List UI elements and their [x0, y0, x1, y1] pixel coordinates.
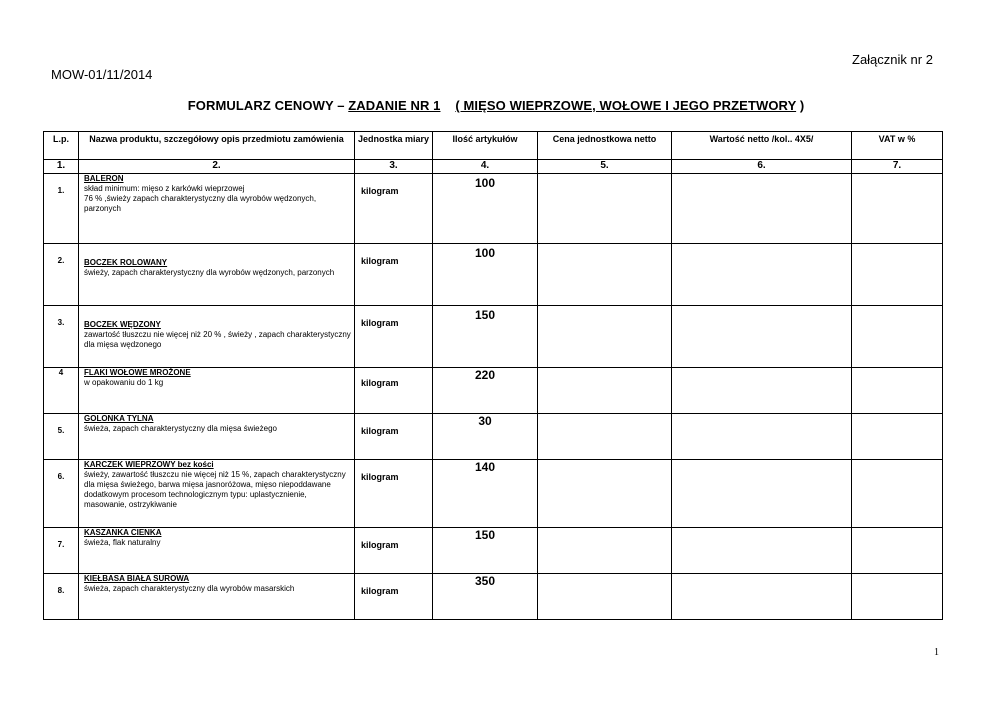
row-number: 5. — [44, 414, 79, 460]
col-number: 4. — [433, 160, 538, 174]
col-number: 6. — [672, 160, 852, 174]
product-description: zawartość tłuszczu nie więcej niż 20 % , świeży , zapach charakterystyczny dla mięsa wędzonego — [84, 330, 351, 349]
row-number: 7. — [44, 528, 79, 574]
vat-cell[interactable] — [852, 574, 943, 620]
table-row — [44, 574, 943, 620]
title-prefix: FORMULARZ CENOWY – — [187, 98, 349, 113]
product-description-cell — [79, 460, 355, 528]
table-row — [44, 368, 943, 414]
row-number: 1. — [44, 174, 79, 244]
unit-of-measure: kilogram — [355, 244, 433, 306]
table-row — [44, 244, 943, 306]
column-number-row — [44, 160, 943, 174]
header-row — [44, 132, 943, 160]
col-header-unit-price: Cena jednostkowa netto — [538, 132, 672, 160]
title-spacer — [440, 98, 455, 113]
product-description-cell — [79, 574, 355, 620]
product-description: w opakowaniu do 1 kg — [84, 378, 164, 387]
unit-price-cell[interactable] — [538, 528, 672, 574]
unit-price-cell[interactable] — [538, 574, 672, 620]
quantity: 100 — [433, 174, 538, 244]
quantity: 150 — [433, 306, 538, 368]
table-row — [44, 460, 943, 528]
product-name: BOCZEK WĘDZONY — [84, 320, 161, 329]
row-number: 3. — [44, 306, 79, 368]
table-row — [44, 528, 943, 574]
product-name: KASZANKA CIENKA — [84, 528, 162, 537]
product-description: świeża, flak naturalny — [84, 538, 161, 547]
col-number: 5. — [538, 160, 672, 174]
product-description-cell — [79, 174, 355, 244]
col-number: 3. — [355, 160, 433, 174]
unit-of-measure: kilogram — [355, 306, 433, 368]
table-row — [44, 414, 943, 460]
row-number: 2. — [44, 244, 79, 306]
product-name: BOCZEK ROLOWANY — [84, 258, 168, 267]
col-number: 2. — [79, 160, 355, 174]
product-description: skład minimum: mięso z karkówki wieprzowej 76 % ,świeży zapach charakterystyczny dla wyrobów wędzonych, parzonych — [84, 184, 317, 213]
document-number: MOW-01/11/2014 — [51, 67, 153, 82]
unit-price-cell[interactable] — [538, 460, 672, 528]
page-number: 1 — [934, 647, 939, 658]
vat-cell[interactable] — [852, 414, 943, 460]
vat-cell[interactable] — [852, 306, 943, 368]
unit-of-measure: kilogram — [355, 574, 433, 620]
product-name: BALERON — [84, 174, 124, 183]
net-value-cell[interactable] — [672, 460, 852, 528]
quantity: 150 — [433, 528, 538, 574]
title-suffix: ) — [796, 98, 805, 113]
unit-price-cell[interactable] — [538, 174, 672, 244]
unit-of-measure: kilogram — [355, 460, 433, 528]
col-number: 1. — [44, 160, 79, 174]
col-header-quantity: Ilość artykułów — [433, 132, 538, 160]
vat-cell[interactable] — [852, 368, 943, 414]
net-value-cell[interactable] — [672, 528, 852, 574]
quantity: 140 — [433, 460, 538, 528]
title-task: ZADANIE NR 1 — [348, 98, 441, 113]
product-name: KIEŁBASA BIAŁA SUROWA — [84, 574, 190, 583]
vat-cell[interactable] — [852, 174, 943, 244]
product-description: świeża, zapach charakterystyczny dla wyrobów masarskich — [84, 584, 295, 593]
col-header-product: Nazwa produktu, szczegółowy opis przedmiotu zamówienia — [79, 132, 355, 160]
unit-of-measure: kilogram — [355, 174, 433, 244]
unit-price-cell[interactable] — [538, 414, 672, 460]
vat-cell[interactable] — [852, 460, 943, 528]
row-number: 6. — [44, 460, 79, 528]
unit-price-cell[interactable] — [538, 368, 672, 414]
quantity: 30 — [433, 414, 538, 460]
product-description-cell — [79, 528, 355, 574]
net-value-cell[interactable] — [672, 244, 852, 306]
col-header-unit: Jednostka miary — [355, 132, 433, 160]
quantity: 220 — [433, 368, 538, 414]
unit-price-cell[interactable] — [538, 244, 672, 306]
net-value-cell[interactable] — [672, 414, 852, 460]
attachment-label: Załącznik nr 2 — [852, 52, 933, 67]
net-value-cell[interactable] — [672, 368, 852, 414]
product-description-cell — [79, 414, 355, 460]
vat-cell[interactable] — [852, 528, 943, 574]
page-title — [0, 98, 992, 113]
title-subject: ( MIĘSO WIEPRZOWE, WOŁOWE I JEGO PRZETWORY — [455, 98, 797, 113]
col-number: 7. — [852, 160, 943, 174]
col-header-lp: L.p. — [44, 132, 79, 160]
unit-of-measure: kilogram — [355, 414, 433, 460]
net-value-cell[interactable] — [672, 174, 852, 244]
quantity: 100 — [433, 244, 538, 306]
product-description-cell — [79, 306, 355, 368]
net-value-cell[interactable] — [672, 574, 852, 620]
product-name: KARCZEK WIEPRZOWY bez kości — [84, 460, 214, 469]
product-description-cell — [79, 368, 355, 414]
col-header-vat: VAT w % — [852, 132, 943, 160]
table-row — [44, 306, 943, 368]
table-row — [44, 174, 943, 244]
product-description-cell — [79, 244, 355, 306]
quantity: 350 — [433, 574, 538, 620]
vat-cell[interactable] — [852, 244, 943, 306]
row-number: 8. — [44, 574, 79, 620]
unit-of-measure: kilogram — [355, 528, 433, 574]
unit-price-cell[interactable] — [538, 306, 672, 368]
product-name: GOLONKA TYLNA — [84, 414, 154, 423]
price-form-table — [43, 131, 943, 620]
col-header-net-value: Wartość netto /kol.. 4X5/ — [672, 132, 852, 160]
unit-of-measure: kilogram — [355, 368, 433, 414]
product-description: świeży, zapach charakterystyczny dla wyrobów wędzonych, parzonych — [84, 268, 335, 277]
product-name: FLAKI WOŁOWE MROŻONE — [84, 368, 191, 377]
product-description: świeży, zawartość tłuszczu nie więcej niż 15 %, zapach charakterystyczny dla mięsa świeżego, barwa mięsa jasnoróżowa, mięso niepoddawane dodatkowym procesom technologicznym typu: uplastycznienie, masowanie, ostrzykiwanie — [84, 470, 346, 509]
row-number: 4 — [44, 368, 79, 414]
net-value-cell[interactable] — [672, 306, 852, 368]
product-description: świeża, zapach charakterystyczny dla mięsa świeżego — [84, 424, 277, 433]
